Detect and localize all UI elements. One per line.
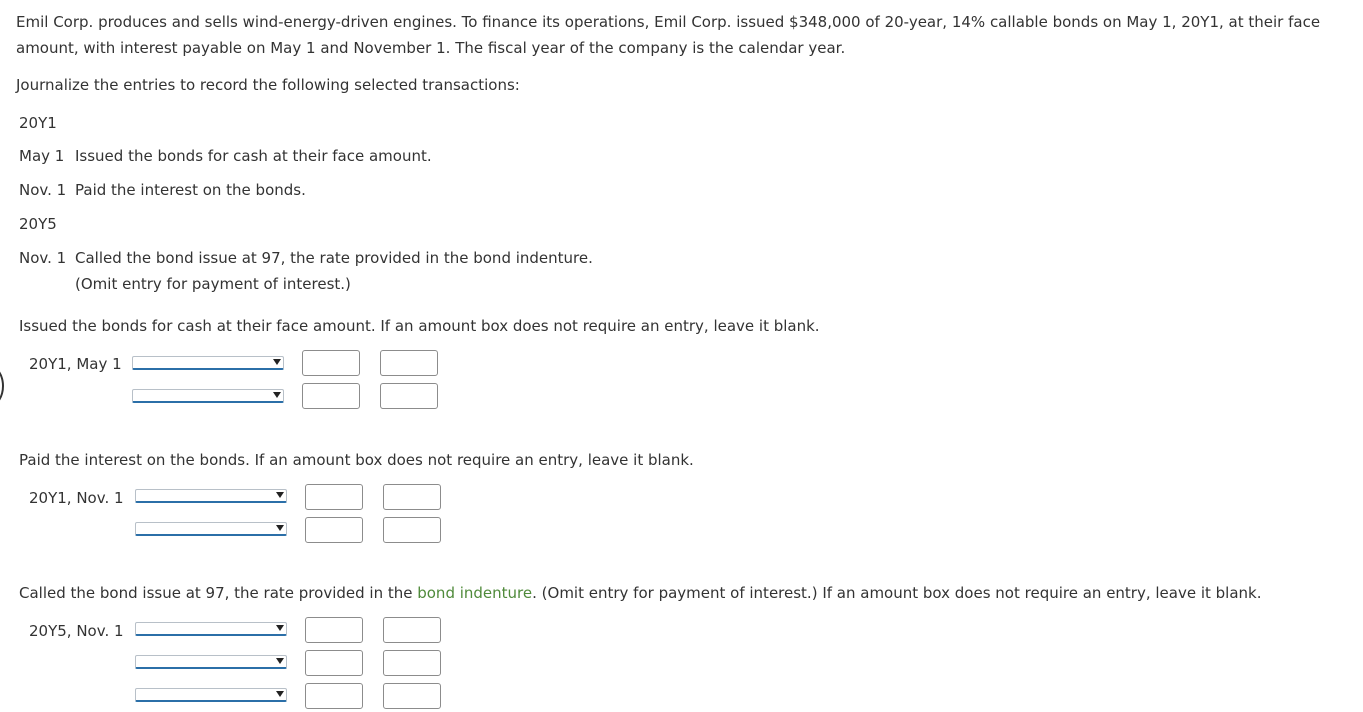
part3-credit-input-2[interactable]	[383, 650, 441, 676]
transaction-text-issue: Issued the bonds for cash at their face amount.	[75, 147, 432, 165]
part3-account-select-2[interactable]	[135, 655, 287, 669]
year-label-20y5: 20Y5	[19, 215, 57, 233]
part3-debit-input-1[interactable]	[305, 617, 363, 643]
part3-prompt	[19, 584, 1262, 602]
problem-intro: Emil Corp. produces and sells wind-energy-driven engines. To finance its operations, Emil Corp. issued $348,000 of 20-year, 14% callable bonds on May 1, 20Y1, at their face amount, with interest payable on May 1 and November 1. The fiscal year of the company is the calendar year.	[16, 13, 1321, 57]
part3-debit-input-3[interactable]	[305, 683, 363, 709]
chevron-down-icon	[276, 525, 284, 531]
part2-account-select-2[interactable]	[135, 522, 287, 536]
transaction-date-may1: May 1	[19, 147, 65, 165]
part3-prompt-before: Called the bond issue at 97, the rate provided in the	[19, 584, 418, 602]
part1-account-select-1[interactable]	[132, 356, 284, 370]
bond-indenture-link[interactable]: bond indenture	[417, 584, 533, 602]
transaction-date-nov1: Nov. 1	[19, 181, 67, 199]
part2-date-label: 20Y1, Nov. 1	[29, 489, 124, 507]
part2-credit-input-2[interactable]	[383, 517, 441, 543]
chevron-down-icon	[276, 658, 284, 664]
part3-account-select-3[interactable]	[135, 688, 287, 702]
part3-credit-input-1[interactable]	[383, 617, 441, 643]
chevron-down-icon	[276, 691, 284, 697]
part1-credit-input-2[interactable]	[380, 383, 438, 409]
part1-debit-input-1[interactable]	[302, 350, 360, 376]
edge-circle-indicator	[0, 366, 4, 406]
part3-prompt-after: . (Omit entry for payment of interest.) If an amount box does not require an entry, leave it blank.	[532, 584, 1262, 602]
part1-prompt: Issued the bonds for cash at their face amount. If an amount box does not require an entry, leave it blank.	[19, 317, 820, 335]
chevron-down-icon	[273, 359, 281, 365]
part2-debit-input-1[interactable]	[305, 484, 363, 510]
chevron-down-icon	[276, 492, 284, 498]
part1-account-select-2[interactable]	[132, 389, 284, 403]
transaction-text-interest: Paid the interest on the bonds.	[75, 181, 306, 199]
part1-date-label: 20Y1, May 1	[29, 355, 122, 373]
transaction-date-nov1-20y5: Nov. 1	[19, 249, 67, 267]
chevron-down-icon	[273, 392, 281, 398]
chevron-down-icon	[276, 625, 284, 631]
transaction-note-omit: (Omit entry for payment of interest.)	[75, 275, 351, 293]
part3-credit-input-3[interactable]	[383, 683, 441, 709]
year-label-20y1: 20Y1	[19, 114, 57, 132]
part1-credit-input-1[interactable]	[380, 350, 438, 376]
instruction-text: Journalize the entries to record the following selected transactions:	[16, 76, 520, 94]
transaction-text-call: Called the bond issue at 97, the rate provided in the bond indenture.	[75, 249, 593, 267]
part2-credit-input-1[interactable]	[383, 484, 441, 510]
part1-debit-input-2[interactable]	[302, 383, 360, 409]
part2-debit-input-2[interactable]	[305, 517, 363, 543]
part2-prompt: Paid the interest on the bonds. If an amount box does not require an entry, leave it blank.	[19, 451, 694, 469]
part3-debit-input-2[interactable]	[305, 650, 363, 676]
part3-account-select-1[interactable]	[135, 622, 287, 636]
part2-account-select-1[interactable]	[135, 489, 287, 503]
part3-date-label: 20Y5, Nov. 1	[29, 622, 124, 640]
